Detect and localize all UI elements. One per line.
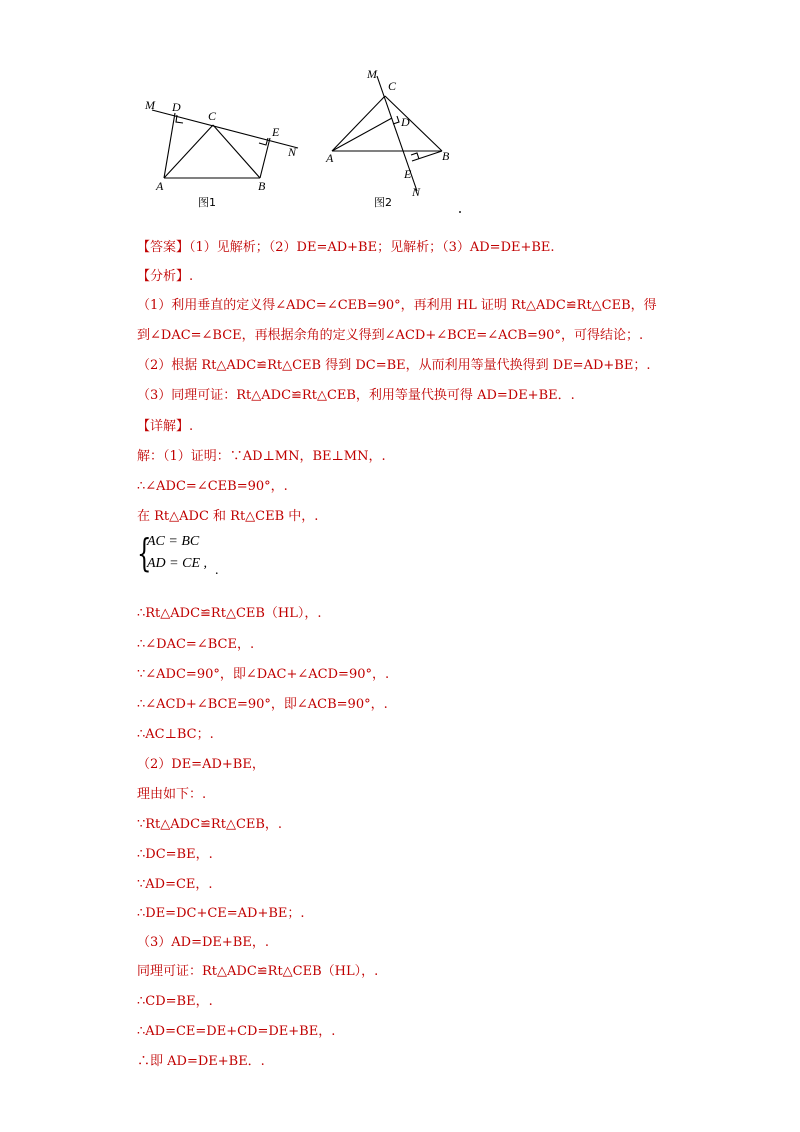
- fig2-label-d: D: [401, 115, 410, 129]
- figure-1-diagram: [140, 92, 310, 212]
- detail-heading: 【详解】.: [137, 419, 194, 434]
- fig2-label-n: N: [412, 185, 421, 199]
- fig2-label-a: A: [326, 151, 334, 165]
- part3-line-1: （3）AD=DE+BE，.: [137, 935, 269, 950]
- solution-line-8: ∴AC⊥BC；.: [137, 727, 214, 742]
- solution-line-6: ∵∠ADC=90°，即∠DAC+∠ACD=90°，.: [137, 667, 390, 682]
- part3-line-5: ∴即 AD=DE+BE．.: [137, 1054, 265, 1069]
- analysis-line-3: （2）根据 Rt△ADC≌Rt△CEB 得到 DC=BE，从而利用等量代换得到 DE=AD+BE；.: [137, 358, 651, 373]
- fig2-label-e: E: [404, 167, 412, 181]
- figure-1: [140, 92, 310, 212]
- part3-line-2: 同理可证：Rt△ADC≌Rt△CEB（HL），.: [137, 964, 379, 979]
- part2-line-6: ∴DE=DC+CE=AD+BE；.: [137, 906, 305, 921]
- fig1-label-e: E: [272, 125, 280, 139]
- analysis-heading: 【分析】.: [137, 269, 194, 284]
- part3-line-3: ∴CD=BE，.: [137, 994, 213, 1009]
- fig2-label-b: B: [442, 149, 450, 163]
- answer-line: 【答案】（1）见解析；（2）DE=AD+BE；见解析；（3）AD=DE+BE.: [137, 240, 555, 255]
- left-brace: {: [137, 531, 152, 575]
- part2-line-2: 理由如下：.: [137, 787, 207, 802]
- solution-line-5: ∴∠DAC=∠BCE，.: [137, 637, 255, 652]
- fig1-label-n: N: [288, 145, 297, 159]
- analysis-line-4: （3）同理可证：Rt△ADC≌Rt△CEB，利用等量代换可得 AD=DE+BE．.: [137, 388, 575, 403]
- fig1-caption: 图1: [198, 196, 216, 209]
- solution-line-3: 在 Rt△ADC 和 Rt△CEB 中，.: [137, 509, 319, 524]
- solution-line-1: 解：（1）证明：∵AD⊥MN，BE⊥MN，.: [137, 449, 386, 464]
- fig1-label-c: C: [208, 109, 217, 123]
- system-tail: .: [215, 563, 219, 578]
- part3-line-4: ∴AD=CE=DE+CD=DE+BE，.: [137, 1024, 336, 1039]
- solution-line-7: ∴∠ACD+∠BCE=90°，即∠ACB=90°，.: [137, 697, 388, 712]
- fig2-label-c: C: [388, 79, 397, 93]
- part2-line-1: （2）DE=AD+BE，: [137, 757, 265, 772]
- part2-line-4: ∴DC=BE，.: [137, 847, 213, 862]
- system-row-1: AC = BC: [147, 534, 200, 549]
- solution-line-2: ∴∠ADC=∠CEB=90°，.: [137, 479, 288, 494]
- fig2-label-m: M: [367, 67, 377, 81]
- solution-line-4: ∴Rt△ADC≌Rt△CEB（HL），.: [137, 606, 322, 621]
- fig1-label-a: A: [156, 179, 164, 193]
- part2-line-3: ∵Rt△ADC≌Rt△CEB，.: [137, 817, 283, 832]
- fig2-caption: 图2: [374, 196, 392, 209]
- system-row-2: AD = CE ,: [147, 556, 207, 571]
- stray-dot: [459, 211, 461, 213]
- figure-2: [322, 66, 467, 216]
- fig1-label-b: B: [258, 179, 266, 193]
- equation-system: [137, 531, 217, 579]
- part2-line-5: ∵AD=CE，.: [137, 877, 213, 892]
- fig1-label-m: M: [145, 98, 155, 112]
- fig1-label-d: D: [172, 100, 181, 114]
- analysis-line-1: （1）利用垂直的定义得∠ADC=∠CEB=90°，再利用 HL 证明 Rt△ADC≌Rt△CEB，得: [137, 298, 657, 313]
- figure-2-diagram: [322, 66, 467, 216]
- analysis-line-2: 到∠DAC=∠BCE，再根据余角的定义得到∠ACD+∠BCE=∠ACB=90°，可得结论；.: [137, 328, 644, 343]
